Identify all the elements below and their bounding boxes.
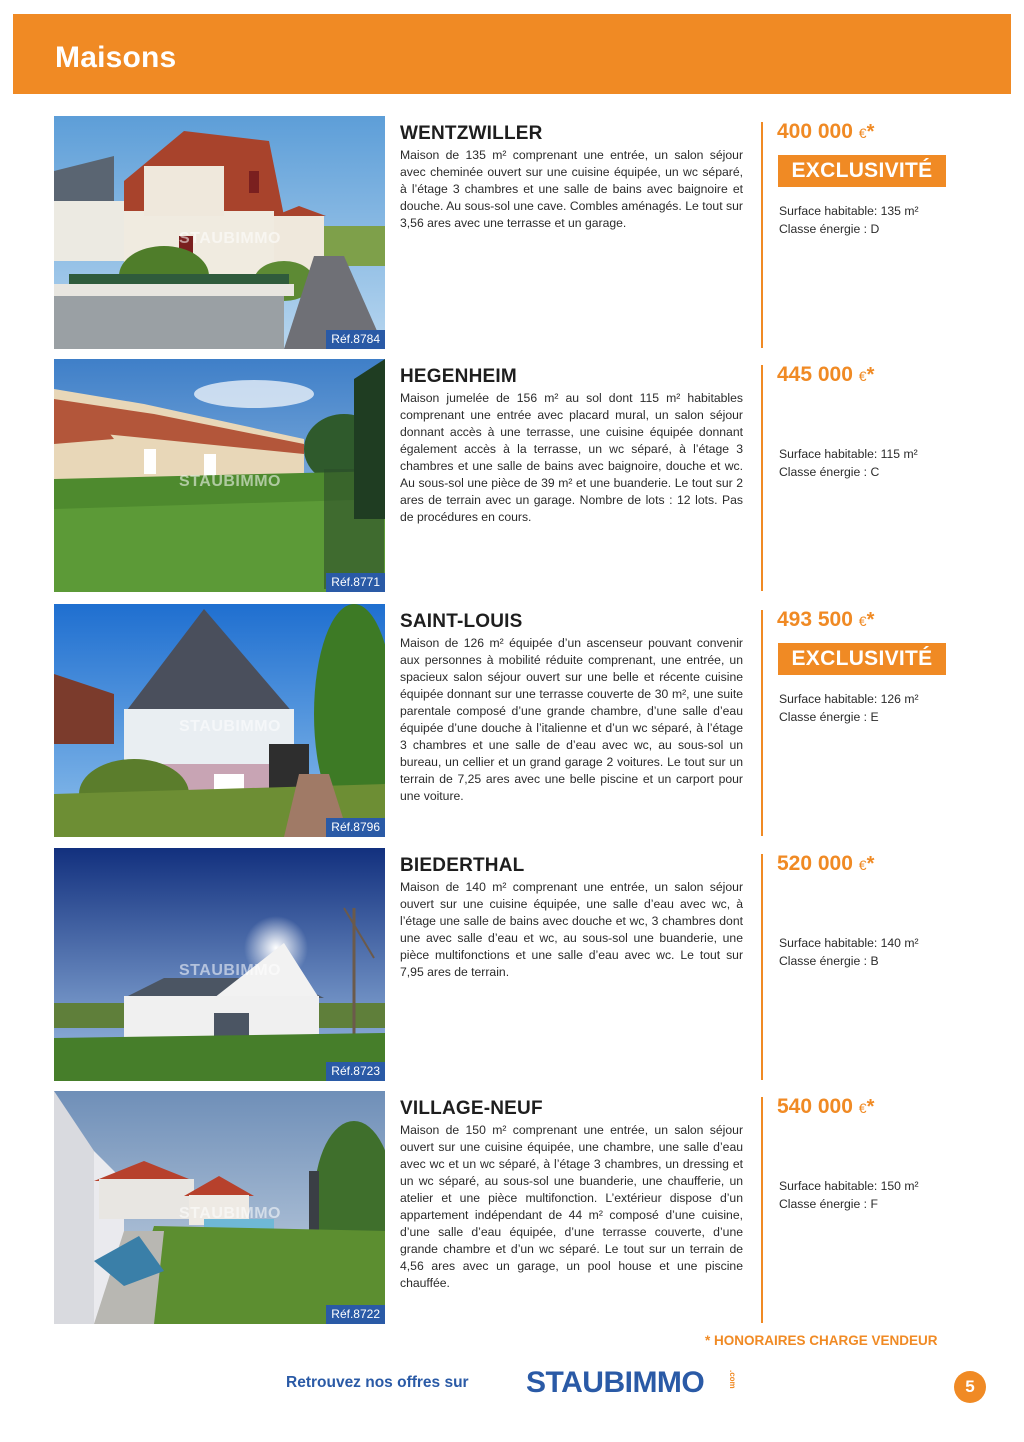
surface-area: Surface habitable: 150 m² <box>779 1179 919 1193</box>
logo-text: STAUBIMMO <box>526 1366 705 1399</box>
energy-class: Classe énergie : E <box>779 709 879 724</box>
watermark-text: STAUBIMMO <box>179 718 281 735</box>
listing-town: WENTZWILLER <box>400 123 543 144</box>
price-divider <box>761 854 763 1080</box>
section-header <box>13 14 1011 94</box>
reference-badge: Réf.8723 <box>326 1062 385 1081</box>
listing-town: HEGENHEIM <box>400 366 517 387</box>
listing-card[interactable] <box>0 1091 1024 1325</box>
energy-class: Classe énergie : D <box>779 221 880 236</box>
property-photo[interactable] <box>54 1091 385 1324</box>
listing-town: SAINT-LOUIS <box>400 611 523 632</box>
listing-town: VILLAGE-NEUF <box>400 1098 543 1119</box>
property-photo[interactable] <box>54 116 385 349</box>
property-photo[interactable] <box>54 848 385 1081</box>
currency-symbol: € <box>858 857 867 873</box>
watermark-text: STAUBIMMO <box>179 1205 281 1222</box>
listing-price <box>777 852 874 876</box>
energy-class: Classe énergie : F <box>779 1196 878 1211</box>
currency-symbol: € <box>858 368 867 384</box>
reference-badge: Réf.8771 <box>326 573 385 592</box>
listing-specs <box>779 935 919 970</box>
page-number: 5 <box>954 1371 986 1403</box>
listing-specs <box>779 446 918 481</box>
reference-badge: Réf.8784 <box>326 330 385 349</box>
price-value: 493 500 <box>777 608 853 631</box>
listing-specs <box>779 691 919 726</box>
listing-description: Maison de 150 m² comprenant une entrée, un salon séjour ouvert sur une cuisine équipée, une chambre, une salle d’eau avec wc et un wc séparé, à l’étage 3 chambres, un dressing et un wc séparé, au sous-sol une buanderie, une chaufferie, un atelier et une pièce multifonction. L’extérieur dispose d’un appartement indépendant de 44 m² composé d’une cuisine, d’une salle d’eau équipée, d’une terrasse couverte, d’une grande chambre et d’un wc séparé. Le tout sur un terrain de 4,56 ares avec un garage, un pool house et une piscine chauffée. <box>400 1123 743 1290</box>
fee-asterisk: * <box>866 1096 875 1118</box>
staubimmo-logo[interactable] <box>526 1366 704 1400</box>
listing-card[interactable] <box>0 359 1024 593</box>
watermark-text: STAUBIMMO <box>179 962 281 979</box>
listing-description: Maison de 126 m² équipée d’un ascenseur pouvant convenir aux personnes à mobilité réduite comprenant, une entrée, un spacieux salon séjour ouvert sur une belle et récente cuisine équipée donnant sur une terrasse couverte de 30 m², une suite parentale composé d’une grande chambre, d’une salle d’eau équipée d’une douche à l’italienne et d’un wc séparé, à l’étage 3 chambres et une salle de d’eau avec wc, au sous-sol un bureau, un cellier et un grand garage 2 voitures. Le tout sur un terrain de 7,25 ares avec une belle piscine et un carport pour une voiture. <box>400 636 743 803</box>
fee-asterisk: * <box>866 121 875 143</box>
listing-price <box>777 120 874 144</box>
fee-asterisk: * <box>866 853 875 875</box>
surface-area: Surface habitable: 126 m² <box>779 692 919 706</box>
price-value: 400 000 <box>777 120 853 143</box>
listing-card[interactable] <box>0 604 1024 838</box>
listing-card[interactable] <box>0 848 1024 1082</box>
listing-specs <box>779 1178 919 1213</box>
price-value: 540 000 <box>777 1095 853 1118</box>
currency-symbol: € <box>858 1100 867 1116</box>
reference-badge: Réf.8796 <box>326 818 385 837</box>
listing-specs <box>779 203 919 238</box>
property-photo[interactable] <box>54 604 385 837</box>
fee-asterisk: * <box>866 609 875 631</box>
listing-description: Maison jumelée de 156 m² au sol dont 115 m² habitables comprenant une entrée avec placard mural, un salon séjour donnant accès à une terrasse, une cuisine équipée donnant également accès à la terrasse, un wc séparé, à l’étage 3 chambres et une salle de bains avec baignoire, douche et wc. Au sous-sol une pièce de 39 m² et une buanderie. Le tout sur 2 ares de terrain avec un garage. Nombre de lots : 12 lots. Pas de procédures en cours. <box>400 391 743 524</box>
exclusivity-badge: EXCLUSIVITÉ <box>778 155 946 187</box>
price-value: 445 000 <box>777 363 853 386</box>
reference-badge: Réf.8722 <box>326 1305 385 1324</box>
currency-symbol: € <box>858 613 867 629</box>
surface-area: Surface habitable: 115 m² <box>779 447 918 461</box>
watermark-text: STAUBIMMO <box>179 230 281 247</box>
listing-description: Maison de 140 m² comprenant une entrée, un salon séjour ouvert sur une cuisine équipée, une salle d’eau avec wc, à l’étage une salle de bains avec douche et wc, 3 chambres dont une avec salle d’eau et wc, au sous-sol une buanderie, une pièce multifonctions et une salle d’eau avec wc. Le tout sur 7,95 ares de terrain. <box>400 880 743 979</box>
exclusivity-badge: EXCLUSIVITÉ <box>778 643 946 675</box>
fees-note: * HONORAIRES CHARGE VENDEUR <box>705 1333 938 1348</box>
fee-asterisk: * <box>866 364 875 386</box>
listing-price <box>777 1095 874 1119</box>
price-value: 520 000 <box>777 852 853 875</box>
listing-town: BIEDERTHAL <box>400 855 525 876</box>
price-divider <box>761 1097 763 1323</box>
surface-area: Surface habitable: 140 m² <box>779 936 919 950</box>
currency-symbol: € <box>858 125 867 141</box>
footer-tagline: Retrouvez nos offres sur <box>286 1374 469 1391</box>
surface-area: Surface habitable: 135 m² <box>779 204 919 218</box>
property-photo[interactable] <box>54 359 385 592</box>
energy-class: Classe énergie : C <box>779 464 880 479</box>
watermark-text: STAUBIMMO <box>179 473 281 490</box>
section-title: Maisons <box>55 41 177 74</box>
price-divider <box>761 610 763 836</box>
energy-class: Classe énergie : B <box>779 953 879 968</box>
logo-domain-suffix: .com <box>728 1370 737 1389</box>
price-divider <box>761 365 763 591</box>
listing-price <box>777 608 874 632</box>
listing-description: Maison de 135 m² comprenant une entrée, un salon séjour avec cheminée ouvert sur une cuisine équipée, un wc séparé, à l’étage 3 chambres et une salle de bains avec baignoire et douche. Au sous-sol une cave. Combles aménagés. Le tout sur 3,56 ares avec une terrasse et un garage. <box>400 148 743 230</box>
listing-price <box>777 363 874 387</box>
price-divider <box>761 122 763 348</box>
listing-card[interactable] <box>0 116 1024 350</box>
